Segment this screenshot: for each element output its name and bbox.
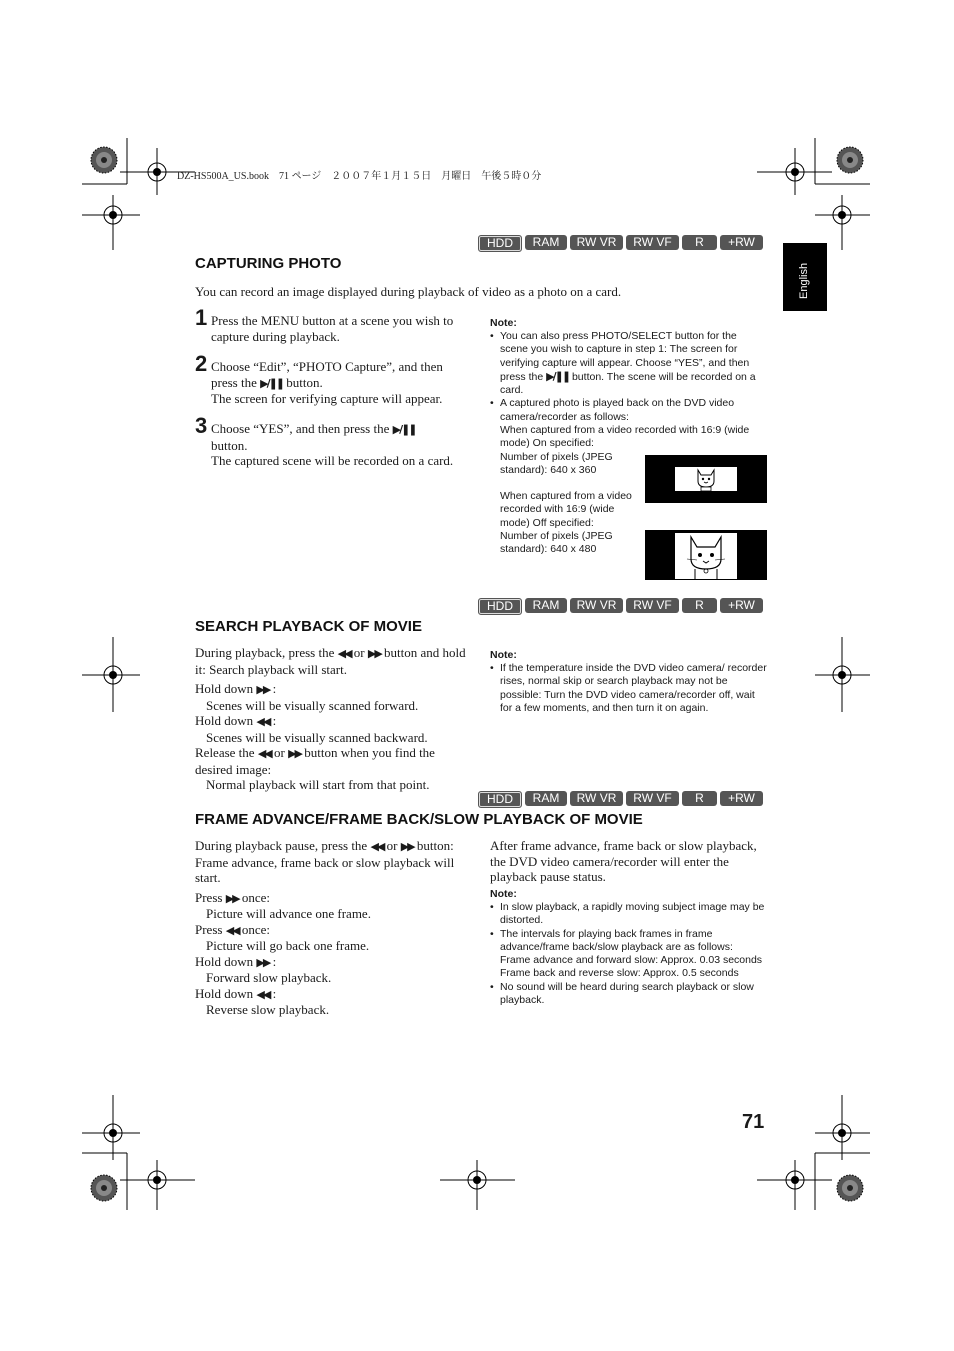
search-intro [195, 645, 473, 677]
step-text-a: Choose “YES”, and then press the [211, 421, 390, 436]
step-text-c: The screen for verifying capture will appear. [211, 391, 443, 406]
release-line [195, 745, 473, 777]
text: Hold down [195, 681, 254, 696]
note-text: When captured from a video recorded with 16:9 (wide mode) On specified: [500, 424, 750, 450]
text: once: [241, 889, 271, 905]
language-label: English [798, 262, 810, 299]
page-number: 71 [742, 1111, 765, 1133]
language-side-tab [783, 243, 827, 311]
step-3 [195, 415, 455, 469]
section-title-frame: FRAME ADVANCE/FRAME BACK/SLOW PLAYBACK OF MOVIE [195, 811, 643, 828]
hold-forward-line: Hold down ▶▶ : [195, 681, 277, 696]
note-item [490, 330, 767, 397]
play-pause-icon: ▶/❚❚ [392, 423, 416, 436]
note-label-frame: Note: [490, 888, 517, 900]
tag-ram: RAM [525, 235, 567, 250]
note-text: Frame advance and forward slow: Approx. 0.03 seconds [500, 954, 763, 967]
step-text [195, 415, 455, 469]
step-text-b: button. [211, 437, 248, 453]
text: Hold down [195, 953, 254, 969]
frame-after-text: After frame advance, frame back or slow playback, the DVD video camera/recorder will enter the playback pause status. [490, 838, 757, 884]
search-instructions [195, 645, 473, 793]
tag-hdd: HDD [478, 598, 522, 615]
text: or [273, 745, 285, 760]
hold-rewind-desc: Reverse slow playback. [206, 1002, 330, 1017]
photo-thumbnail-standard [645, 530, 767, 580]
step-text-b: button. [286, 374, 323, 390]
hold-rewind-line: Hold down ◀◀ : [195, 985, 277, 1001]
text: button when you find the desired image: [195, 745, 435, 777]
pixel-info-wide-on: Number of pixels (JPEG standard): 640 x 360 [500, 451, 613, 477]
tag-rw-vr: RW VR [570, 235, 623, 250]
section-title-search: SEARCH PLAYBACK OF MOVIE [195, 618, 422, 635]
tag-ram: RAM [525, 598, 567, 613]
hold-rewind-line: Hold down ◀◀ : [195, 713, 277, 728]
fast-forward-icon: ▶▶ [256, 955, 270, 969]
tag-rw-vf: RW VF [626, 235, 679, 250]
text: button and hold it: Search playback will start. [195, 645, 466, 677]
section-title-capturing: CAPTURING PHOTO [195, 255, 342, 272]
note-item [490, 397, 767, 450]
pixel-info-wide-off [500, 490, 640, 556]
media-tags-frame [478, 791, 763, 808]
text: Press [195, 921, 223, 937]
step-2 [195, 353, 470, 407]
tag-hdd: HDD [478, 791, 522, 808]
media-tags-capturing [478, 235, 763, 252]
note-item: • If the temperature inside the DVD video camera/ recorder rises, normal skip or search playback may not be possible: Turn the DVD video camera/recorder off, wait for a few moments, and then turn it on again. [490, 662, 767, 715]
tag-hdd: HDD [478, 235, 522, 252]
hold-forward-desc: Scenes will be visually scanned forward. [206, 697, 419, 713]
rewind-icon: ◀◀ [225, 923, 239, 937]
step-1 [195, 307, 470, 344]
rewind-icon: ◀◀ [256, 715, 270, 728]
tag-r: R [682, 791, 717, 806]
cat-illustration [683, 535, 729, 579]
note-text: button. The scene will be recorded on a card. [500, 370, 756, 397]
press-rewind-line [195, 922, 470, 939]
hold-forward-desc: Forward slow playback. [206, 970, 332, 985]
tag-rw-vr: RW VR [570, 598, 623, 613]
play-pause-icon: ▶/❚❚ [260, 376, 284, 390]
note-label-capturing: Note: [490, 317, 517, 329]
step-number: 3 [195, 413, 208, 438]
release-desc: Normal playback will start from that point. [206, 777, 430, 792]
press-forward-desc: Picture will advance one frame. [206, 906, 371, 921]
hold-forward-line: Hold down ▶▶ : [195, 953, 277, 969]
text: Hold down [195, 985, 254, 1001]
note-text: Number of pixels (JPEG standard): 640 x 480 [500, 529, 613, 556]
tag-rw-vr: RW VR [570, 791, 623, 806]
note-text: Frame back and reverse slow: Approx. 0.5 seconds [500, 967, 739, 980]
tag-rw-vf: RW VF [626, 598, 679, 613]
step-text [195, 353, 470, 407]
step-number: 2 [195, 351, 208, 376]
photo-thumbnail-wide [645, 455, 767, 503]
hold-rewind-desc: Scenes will be visually scanned backward. [206, 729, 428, 745]
capturing-intro: You can record an image displayed during playback of video as a photo on a card. [195, 284, 622, 299]
tag-rw-vf: RW VF [626, 791, 679, 806]
frame-instructions [195, 838, 470, 1018]
tag-ram: RAM [525, 791, 567, 806]
media-tags-search [478, 598, 763, 615]
rewind-icon: ◀◀ [337, 647, 351, 660]
tag-plus-rw: +RW [720, 791, 763, 806]
text: Hold down [195, 713, 254, 728]
text: once: [241, 921, 271, 937]
rewind-icon: ◀◀ [370, 840, 384, 853]
note-capturing [490, 330, 767, 451]
text: During playback, press the [195, 645, 335, 660]
tag-plus-rw: +RW [720, 235, 763, 250]
fast-forward-icon: ▶▶ [367, 647, 381, 660]
note-text: The intervals for playing back frames in frame advance/frame back/slow playback are as follows: [500, 927, 733, 953]
frame-intro [195, 838, 470, 886]
note-text: When captured from a video recorded with 16:9 (wide mode) Off specified: [500, 490, 632, 529]
note-text: You can also press PHOTO/SELECT button for the scene you wish to capture in step 1: The screen for verifying capture will appear. Choose “YES”, and then press the [500, 330, 750, 383]
tag-plus-rw: +RW [720, 598, 763, 613]
file-info-header: DZ-HS500A_US.book 71 ページ ２００７年１月１５日 月曜日 午後５時０分 [177, 171, 542, 182]
text: or [353, 645, 365, 660]
note-label-search: Note: [490, 649, 517, 661]
note-frame [490, 901, 767, 1007]
tag-r: R [682, 598, 717, 613]
press-rewind-desc: Picture will go back one frame. [206, 938, 370, 953]
play-pause-icon: ▶/❚❚ [546, 369, 570, 383]
step-number: 1 [195, 305, 208, 330]
rewind-icon: ◀◀ [257, 747, 271, 760]
fast-forward-icon: ▶▶ [288, 747, 301, 760]
cat-illustration [693, 467, 719, 491]
text: or [386, 838, 398, 853]
text: Release the [195, 745, 255, 760]
tag-r: R [682, 235, 717, 250]
fast-forward-icon: ▶▶ [400, 840, 414, 853]
step-text-a: Choose “Edit”, “PHOTO Capture”, and then press the [211, 359, 443, 390]
note-search [490, 662, 767, 715]
step-text: Press the MENU button at a scene you wish to capture during playback. [211, 313, 454, 344]
press-forward-line [195, 890, 470, 907]
note-text: A captured photo is played back on the DVD video camera/recorder as follows: [500, 397, 735, 423]
note-item: • In slow playback, a rapidly moving subject image may be distorted. [490, 901, 767, 928]
text: Press [195, 889, 223, 905]
step-text-c: The captured scene will be recorded on a card. [211, 453, 454, 468]
fast-forward-icon: ▶▶ [256, 683, 270, 696]
text: button: Frame advance, frame back or slow playback will start. [195, 838, 455, 885]
text: During playback pause, press the [195, 838, 368, 853]
note-item [490, 928, 767, 981]
rewind-icon: ◀◀ [256, 987, 270, 1001]
fast-forward-icon: ▶▶ [225, 891, 239, 905]
note-item: • No sound will be heard during search playback or slow playback. [490, 981, 767, 1008]
